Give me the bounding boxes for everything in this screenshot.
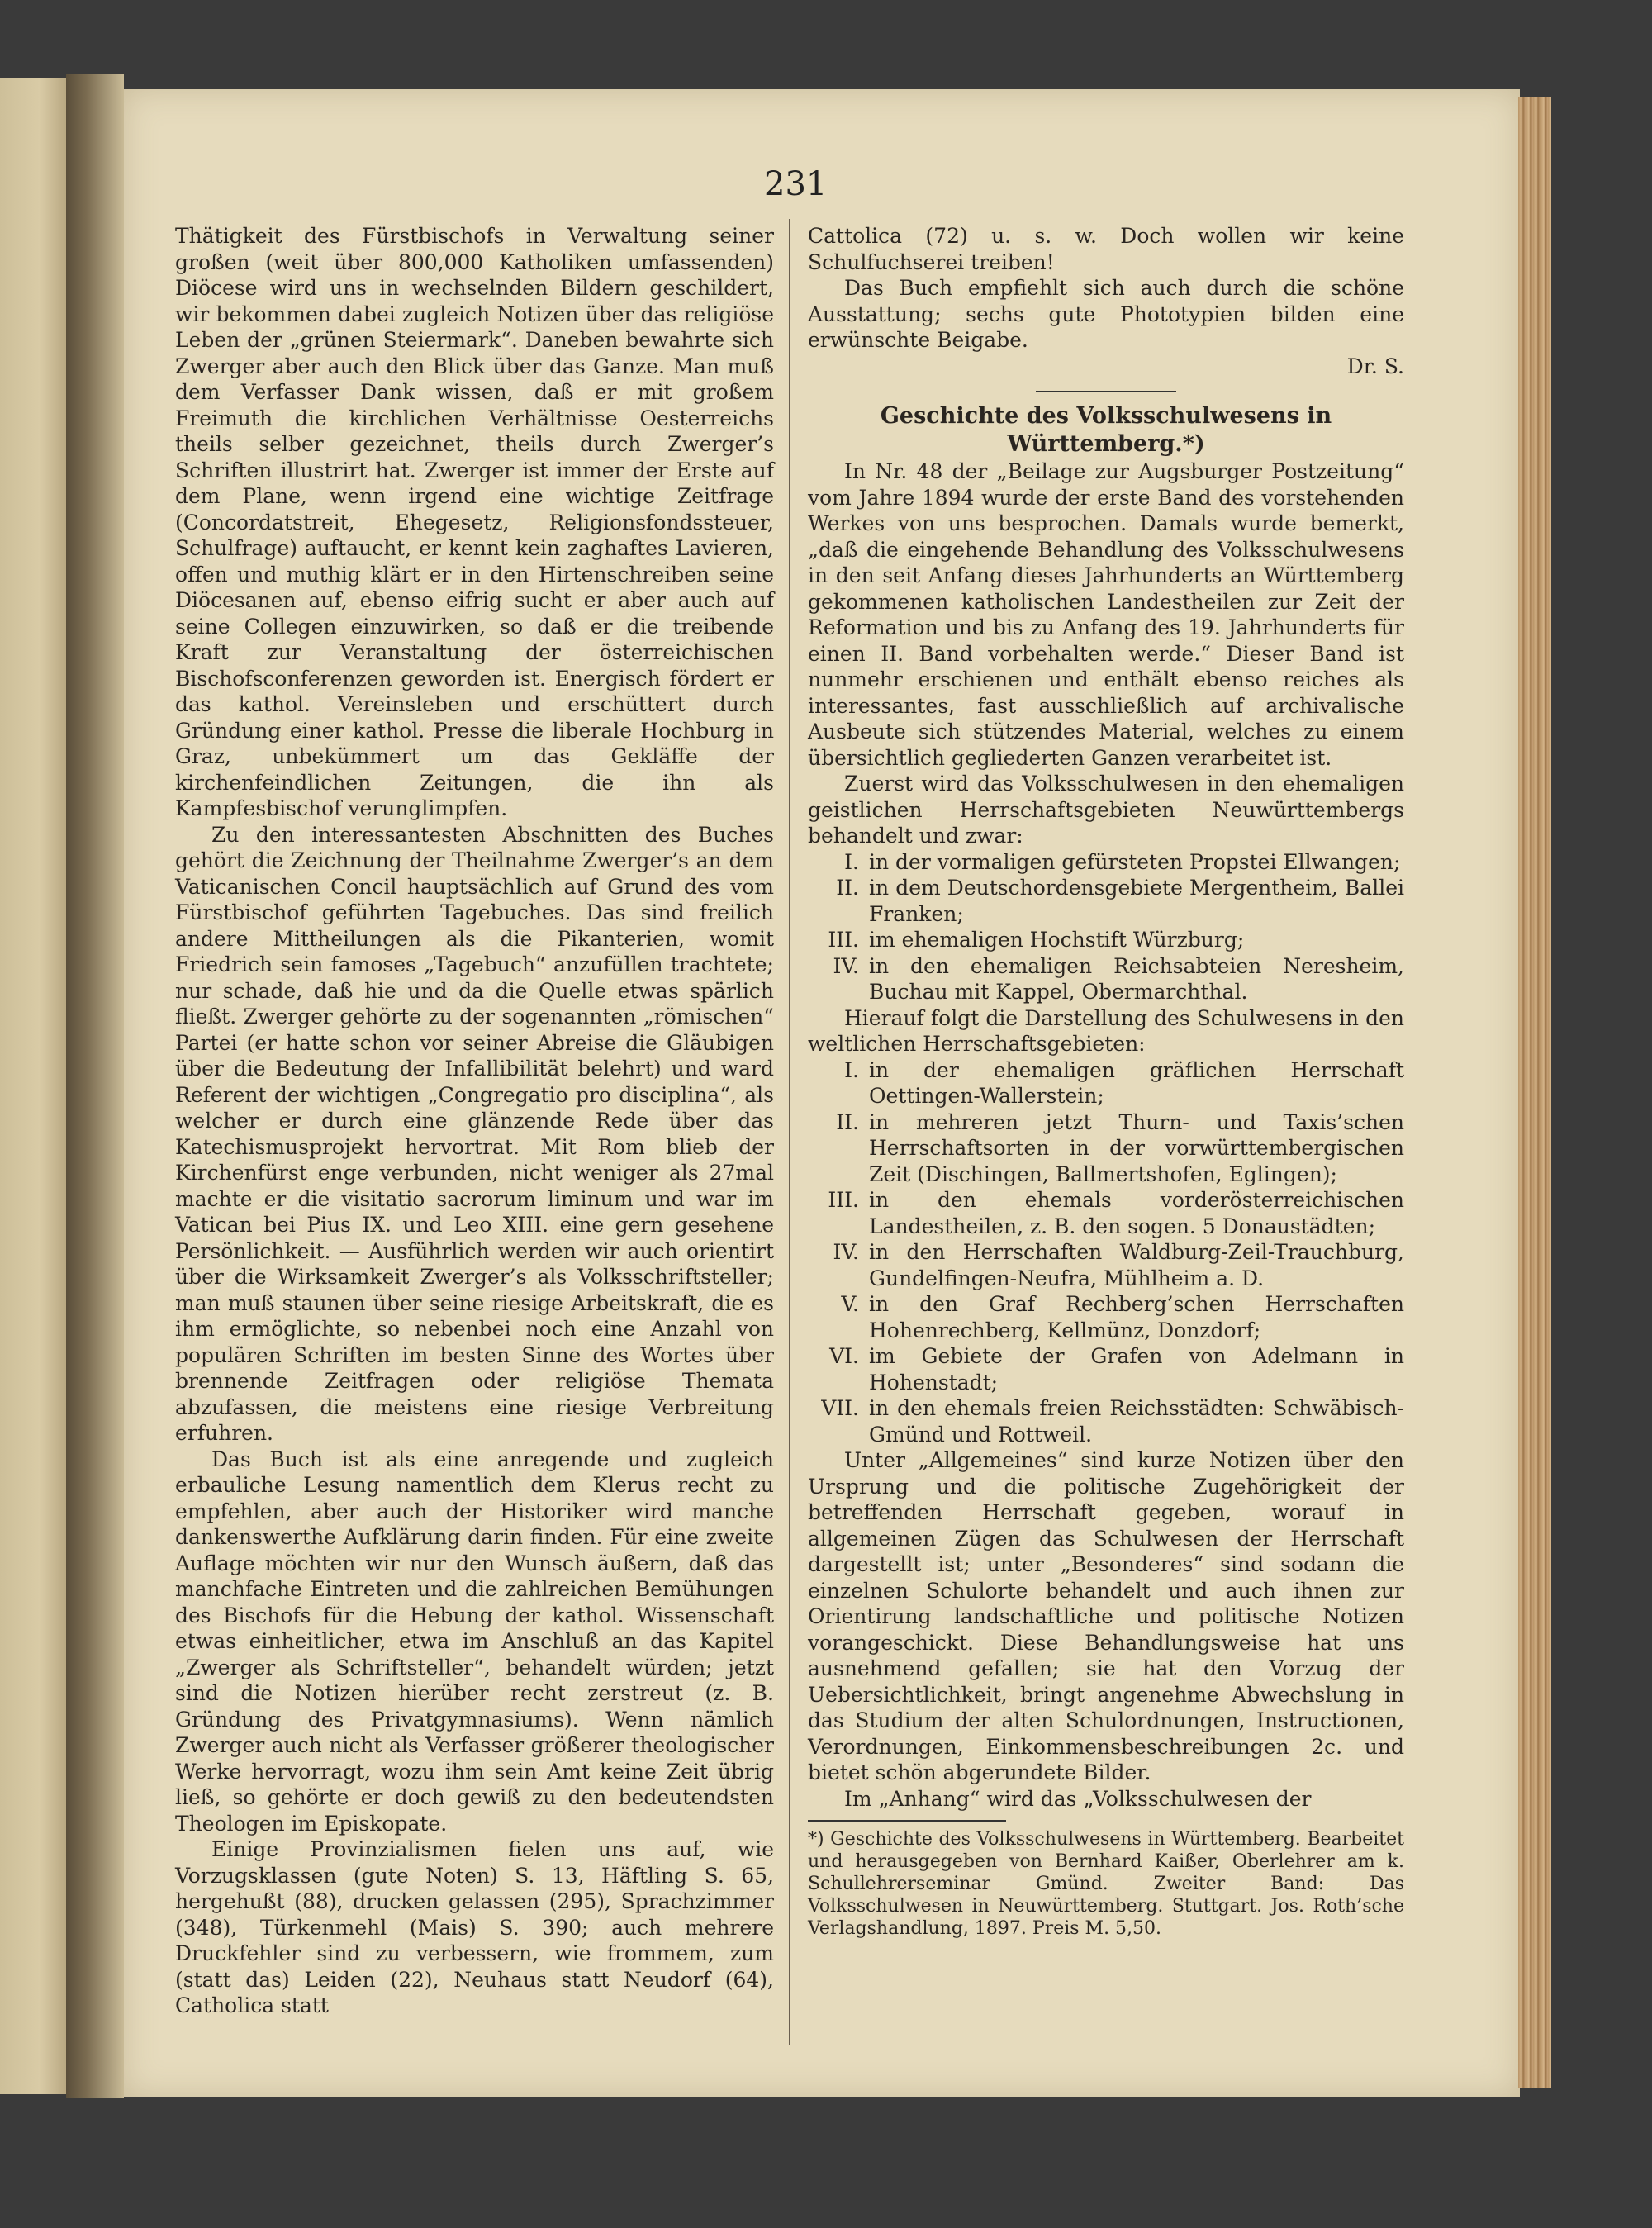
paragraph: Zu den interessantesten Abschnitten des Buches gehört die Zeichnung der Theilnahme Zwerger’s an dem Vaticanischen Concil hauptsächlich auf Grund des vom Fürstbischof geführten Tagebuches. Das sind freilich andere Mittheilungen als die Pikanterien, womit Friedrich sein famoses „Tagebuch“ anzufüllen trachtete; nur schade, daß hie und da die Quelle etwas spärlich fließt. Zwerger gehörte zu der sogenannten „römischen“ Partei (er hatte schon vor seiner Abreise die Gläubigen über die Bedeutung der Infallibilität belehrt) und ward Referent der wichtigen „Congregatio pro disciplina“, als welcher er durch eine glänzende Rede über das Katechismusprojekt hervortrat. Mit Rom blieb der Kirchenfürst enge verbunden, nicht weniger als 27mal machte er die visitatio sacrorum liminum und war im Vatican bei Pius IX. und Leo XIII. eine gern gesehene Persönlichkeit. — Ausführlich werden wir auch orientirt über die Wirksamkeit Zwerger’s als Volksschriftsteller; man muß staunen über seine riesige Arbeitskraft, die es ihm ermöglichte, so nebenbei noch eine Anzahl von populären Schriften im besten Sinne des Wortes über brennende Zeitfragen oder religiöse Themata abzufassen, die meistens eine riesige Verbreitung erfuhren. [175, 822, 774, 1445]
right-column [808, 223, 1404, 1940]
list-text: in der ehemaligen gräflichen Herrschaft Oettingen-Wallerstein; [869, 1057, 1404, 1108]
list-item [808, 1343, 1404, 1395]
section-heading: Geschichte des Volksschulwesens in Württemberg.*) [880, 403, 1332, 457]
list-text: in den ehemals vorderösterreichischen Landestheilen, z. B. den sogen. 5 Donaustädten; [869, 1188, 1404, 1238]
list-number: III. [828, 928, 859, 952]
list-number: IV. [833, 1240, 859, 1264]
list-item [808, 875, 1404, 927]
list-text: in dem Deutschordensgebiete Mergentheim, Ballei Franken; [869, 876, 1404, 926]
paragraph: Das Buch empfiehlt sich auch durch die schöne Ausstattung; sechs gute Phototypien bilden eine erwünschte Beigabe. [808, 276, 1404, 352]
footnote-separator [808, 1820, 1006, 1822]
list-item [808, 849, 1404, 876]
list-ecclesiastical [808, 849, 1404, 1005]
list-number: VI. [829, 1344, 859, 1368]
paragraph: Das Buch ist als eine anregende und zugleich erbauliche Lesung namentlich dem Klerus recht zu empfehlen, aber auch der Historiker wird manche dankenswerthe Aufklärung darin finden. Für eine zweite Auflage möchten wir nur den Wunsch äußern, daß das manchfache Eintreten und die zahlreichen Bemühungen des Bischofs für die Hebung der kathol. Wissenschaft etwas einheitlicher, etwa im Anschluß an das Kapitel „Zwerger als Schriftsteller“, behandelt würden; jetzt sind die Notizen hierüber recht zerstreut (z. B. Gründung des Privatgymnasiums). Wenn nämlich Zwerger auch nicht als Verfasser größerer theologischer Werke hervorragt, wozu ihm sein Amt keine Zeit übrig ließ, so gehörte er doch gewiß zu den bedeutendsten Theologen im Episkopate. [175, 1447, 774, 1836]
list-item [808, 1057, 1404, 1109]
list-item [808, 1109, 1404, 1188]
paragraph: Zuerst wird das Volksschulwesen in den ehemaligen geistlichen Herrschaftsgebieten Neuwürttembergs behandelt und zwar: [808, 772, 1404, 848]
list-item [808, 953, 1404, 1005]
left-page-edge [0, 78, 66, 2094]
section-separator [1036, 391, 1176, 392]
list-number: II. [836, 876, 859, 900]
paragraph: Cattolica (72) u. s. w. Doch wollen wir keine Schulfuchserei treiben! [808, 224, 1404, 274]
list-item [808, 1239, 1404, 1291]
list-text: in den ehemaligen Reichsabteien Neresheim, Buchau mit Kappel, Obermarchthal. [869, 953, 1404, 1004]
list-text: in den Graf Rechberg’schen Herrschaften Hohenrechberg, Kellmünz, Donzdorf; [869, 1292, 1404, 1342]
list-item [808, 1187, 1404, 1239]
review-signature: Dr. S. [1346, 354, 1404, 378]
paragraph: Einige Provinzialismen fielen uns auf, wie Vorzugsklassen (gute Noten) S. 13, Häftling S. 65, hergehußt (88), drucken gelassen (295), Sprachzimmer (348), Türkenmehl (Mais) S. 390; auch mehrere Druckfehler sind zu verbessern, wie frommem, zum (statt das) Leiden (22), Neuhaus statt Neudorf (64), Catholica statt [175, 1837, 774, 2017]
list-number: III. [828, 1188, 859, 1212]
list-text: in den ehemals freien Reichsstädten: Schwäbisch-Gmünd und Rottweil. [869, 1396, 1404, 1447]
book-gutter [66, 74, 124, 2098]
page-stack-edge [1518, 97, 1551, 2088]
list-number: I. [844, 1057, 859, 1082]
list-text: im ehemaligen Hochstift Würzburg; [869, 928, 1245, 952]
list-text: im Gebiete der Grafen von Adelmann in Hohenstadt; [869, 1344, 1404, 1394]
paragraph: Thätigkeit des Fürstbischofs in Verwaltung seiner großen (weit über 800,000 Katholiken umfassenden) Diöcese wird uns in wechselnden Bildern geschildert, wir bekommen dabei zugleich Notizen über das religiöse Leben der „grünen Steiermark“. Daneben bewahrte sich Zwerger aber auch den Blick über das Ganze. Man muß dem Verfasser Dank wissen, daß er mit großem Freimuth die kirchlichen Verhältnisse Oesterreichs theils selber gezeichnet, theils durch Zwerger’s Schriften illustrirt hat. Zwerger ist immer der Erste auf dem Plane, wenn irgend eine wichtige Zeitfrage (Concordatstreit, Ehegesetz, Religionsfondssteuer, Schulfrage) auftaucht, er kennt kein zaghaftes Lavieren, offen und muthig klärt er in den Hirtenschreiben seine Diöcesanen auf, ebenso eifrig sucht er aber auch auf seine Collegen einzuwirken, so daß er die treibende Kraft zur Veranstaltung der österreichischen Bischofsconferenzen geworden ist. Energisch fördert er das kathol. Vereinsleben und erschüttert durch Gründung einer kathol. Presse die liberale Hochburg in Graz, unbekümmert um das Gekläffe der kirchenfeindlichen Zeitungen, die ihn als Kampfesbischof verunglimpfen. [175, 224, 774, 820]
list-number: II. [836, 1109, 859, 1134]
list-secular [808, 1057, 1404, 1448]
list-text: in den Herrschaften Waldburg-Zeil-Trauchburg, Gundelfingen-Neufra, Mühlheim a. D. [869, 1240, 1404, 1290]
list-text: in mehreren jetzt Thurn- und Taxis’schen Herrschaftsorten in der vorwürttembergischen Zeit (Dischingen, Ballmertshofen, Eglingen); [869, 1109, 1404, 1186]
page-number: 231 [764, 165, 828, 203]
paragraph: Unter „Allgemeines“ sind kurze Notizen über den Ursprung und die politische Zugehörigkeit der betreffenden Herrschaft gegeben, worauf in allgemeinen Zügen das Schulwesen der Herrschaft dargestellt ist; unter „Besonderes“ sind sodann die einzelnen Schulorte behandelt und auch ihnen zur Orientirung landschaftliche und politische Notizen vorangeschickt. Diese Behandlungsweise hat uns ausnehmend gefallen; sie hat den Vorzug der Uebersichtlichkeit, bringt angenehme Abwechslung in das Studium der alten Schulordnungen, Instructionen, Verordnungen, Einkommensbeschreibungen 2c. und bietet schön abgerundete Bilder. [808, 1448, 1404, 1784]
list-text: in der vormaligen gefürsteten Propstei Ellwangen; [869, 849, 1401, 874]
column-divider [789, 219, 790, 2045]
list-item [808, 1291, 1404, 1343]
list-number: IV. [833, 953, 859, 978]
paragraph: In Nr. 48 der „Beilage zur Augsburger Postzeitung“ vom Jahre 1894 wurde der erste Band des vorstehenden Werkes von uns besprochen. Damals wurde bemerkt, „daß die eingehende Behandlung des Volksschulwesens in den seit Anfang dieses Jahrhunderts an Württemberg gekommenen katholischen Landestheilen zur Zeit der Reformation und bis zu Anfang des 19. Jahrhunderts für einen II. Band vorbehalten werde.“ Dieser Band ist nunmehr erschienen und enthält ebenso reiches als interessantes, fast ausschließlich auf archivalische Ausbeute sich stützendes Material, welches zu einem übersichtlich gegliederten Ganzen verarbeitet ist. [808, 459, 1404, 770]
list-number: V. [841, 1292, 859, 1316]
footnote: *) Geschichte des Volksschulwesens in Württemberg. Bearbeitet und herausgegeben von Bernhard Kaißer, Oberlehrer am k. Schullehrerseminar Gmünd. Zweiter Band: Das Volksschulwesen in Neuwürttemberg. Stuttgart. Jos. Roth’sche Verlagshandlung, 1897. Preis M. 5,50. [808, 1829, 1404, 1939]
paragraph: Hierauf folgt die Darstellung des Schulwesens in den weltlichen Herrschaftsgebieten: [808, 1005, 1404, 1056]
list-item [808, 927, 1404, 953]
list-number: VII. [821, 1396, 859, 1420]
list-item [808, 1395, 1404, 1447]
list-number: I. [844, 849, 859, 874]
left-column [175, 223, 774, 2019]
paragraph: Im „Anhang“ wird das „Volksschulwesen der [844, 1786, 1312, 1811]
